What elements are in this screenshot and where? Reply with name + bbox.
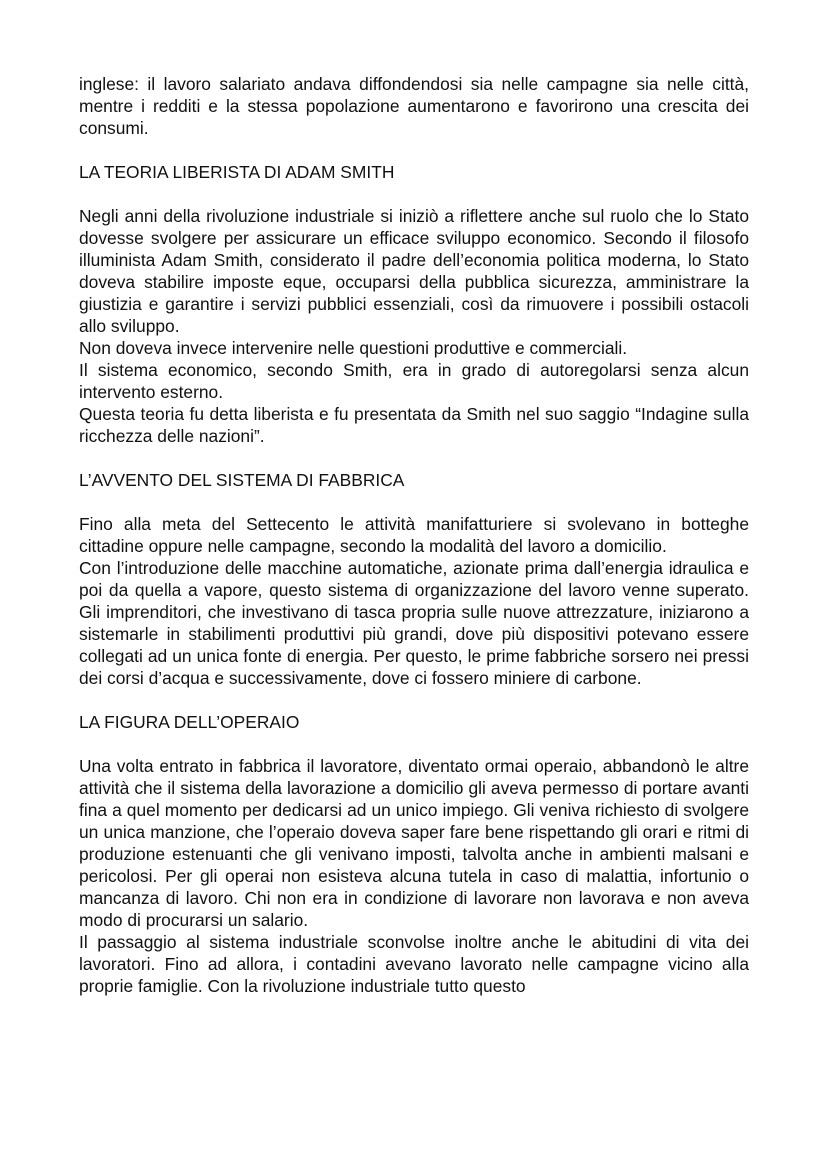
section-paragraph: Una volta entrato in fabbrica il lavoratore, diventato ormai operaio, abbandonò le altre attività che il sistema della lavorazione a domicilio gli aveva permesso di portare avanti fina a quel momento per dedicarsi ad un unico impiego. Gli veniva richiesto di svolgere un unica manzione, che l’operaio doveva saper fare bene rispettando gli orari e ritmi di produzione estenuanti che gli venivano imposti, talvolta anche in ambienti malsani e pericolosi. Per gli operai non esisteva alcuna tutela in caso di malattia, infortunio o mancanza di lavoro. Chi non era in condizione di lavorare non lavorava e non aveva modo di procurarsi un salario. [79,756,749,930]
section-paragraph: Negli anni della rivoluzione industriale si iniziò a riflettere anche sul ruolo che lo Stato dovesse svolgere per assicurare un efficace sviluppo economico. Secondo il filosofo illuminista Adam Smith, considerato il padre dell’economia politica moderna, lo Stato doveva stabilire imposte eque, occuparsi della pubblica sicurezza, amministrare la giustizia e garantire i servizi pubblici essenziali, così da rimuovere i possibili ostacoli allo sviluppo. [79,206,749,336]
section-paragraph: Fino alla meta del Settecento le attività manifatturiere si svolevano in botteghe cittadine oppure nelle campagne, secondo la modalità del lavoro a domicilio. [79,514,749,556]
section-paragraph: Non doveva invece intervenire nelle questioni produttive e commerciali. [79,338,628,358]
section-heading: LA FIGURA DELL’OPERAIO [79,712,300,732]
section-paragraph: Il sistema economico, secondo Smith, era in grado di autoregolarsi senza alcun intervento esterno. [79,360,749,402]
section-adam-smith [79,161,749,447]
section-figura-operaio [79,711,749,997]
document-page [79,73,749,997]
section-heading: L’AVVENTO DEL SISTEMA DI FABBRICA [79,470,405,490]
section-paragraph: Il passaggio al sistema industriale sconvolse inoltre anche le abitudini di vita dei lavoratori. Fino ad allora, i contadini avevano lavorato nelle campagne vicino alla proprie famiglie. Con la rivoluzione industriale tutto questo [79,932,749,996]
section-sistema-fabbrica [79,469,749,689]
section-paragraph: Con l’introduzione delle macchine automatiche, azionate prima dall’energia idraulica e poi da quella a vapore, questo sistema di organizzazione del lavoro venne superato. Gli imprenditori, che investivano di tasca propria sulle nuove attrezzature, iniziarono a sistemarle in stabilimenti produttivi più grandi, dove più dispositivi potevano essere collegati ad un unica fonte di energia. Per questo, le prime fabbriche sorsero nei pressi dei corsi d’acqua e successivamente, dove ci fossero miniere di carbone. [79,558,749,688]
intro-paragraph: inglese: il lavoro salariato andava diffondendosi sia nelle campagne sia nelle città, mentre i redditi e la stessa popolazione aumentarono e favorirono una crescita dei consumi. [79,74,749,138]
section-paragraph: Questa teoria fu detta liberista e fu presentata da Smith nel suo saggio “Indagine sulla ricchezza delle nazioni”. [79,404,749,446]
section-heading: LA TEORIA LIBERISTA DI ADAM SMITH [79,162,395,182]
